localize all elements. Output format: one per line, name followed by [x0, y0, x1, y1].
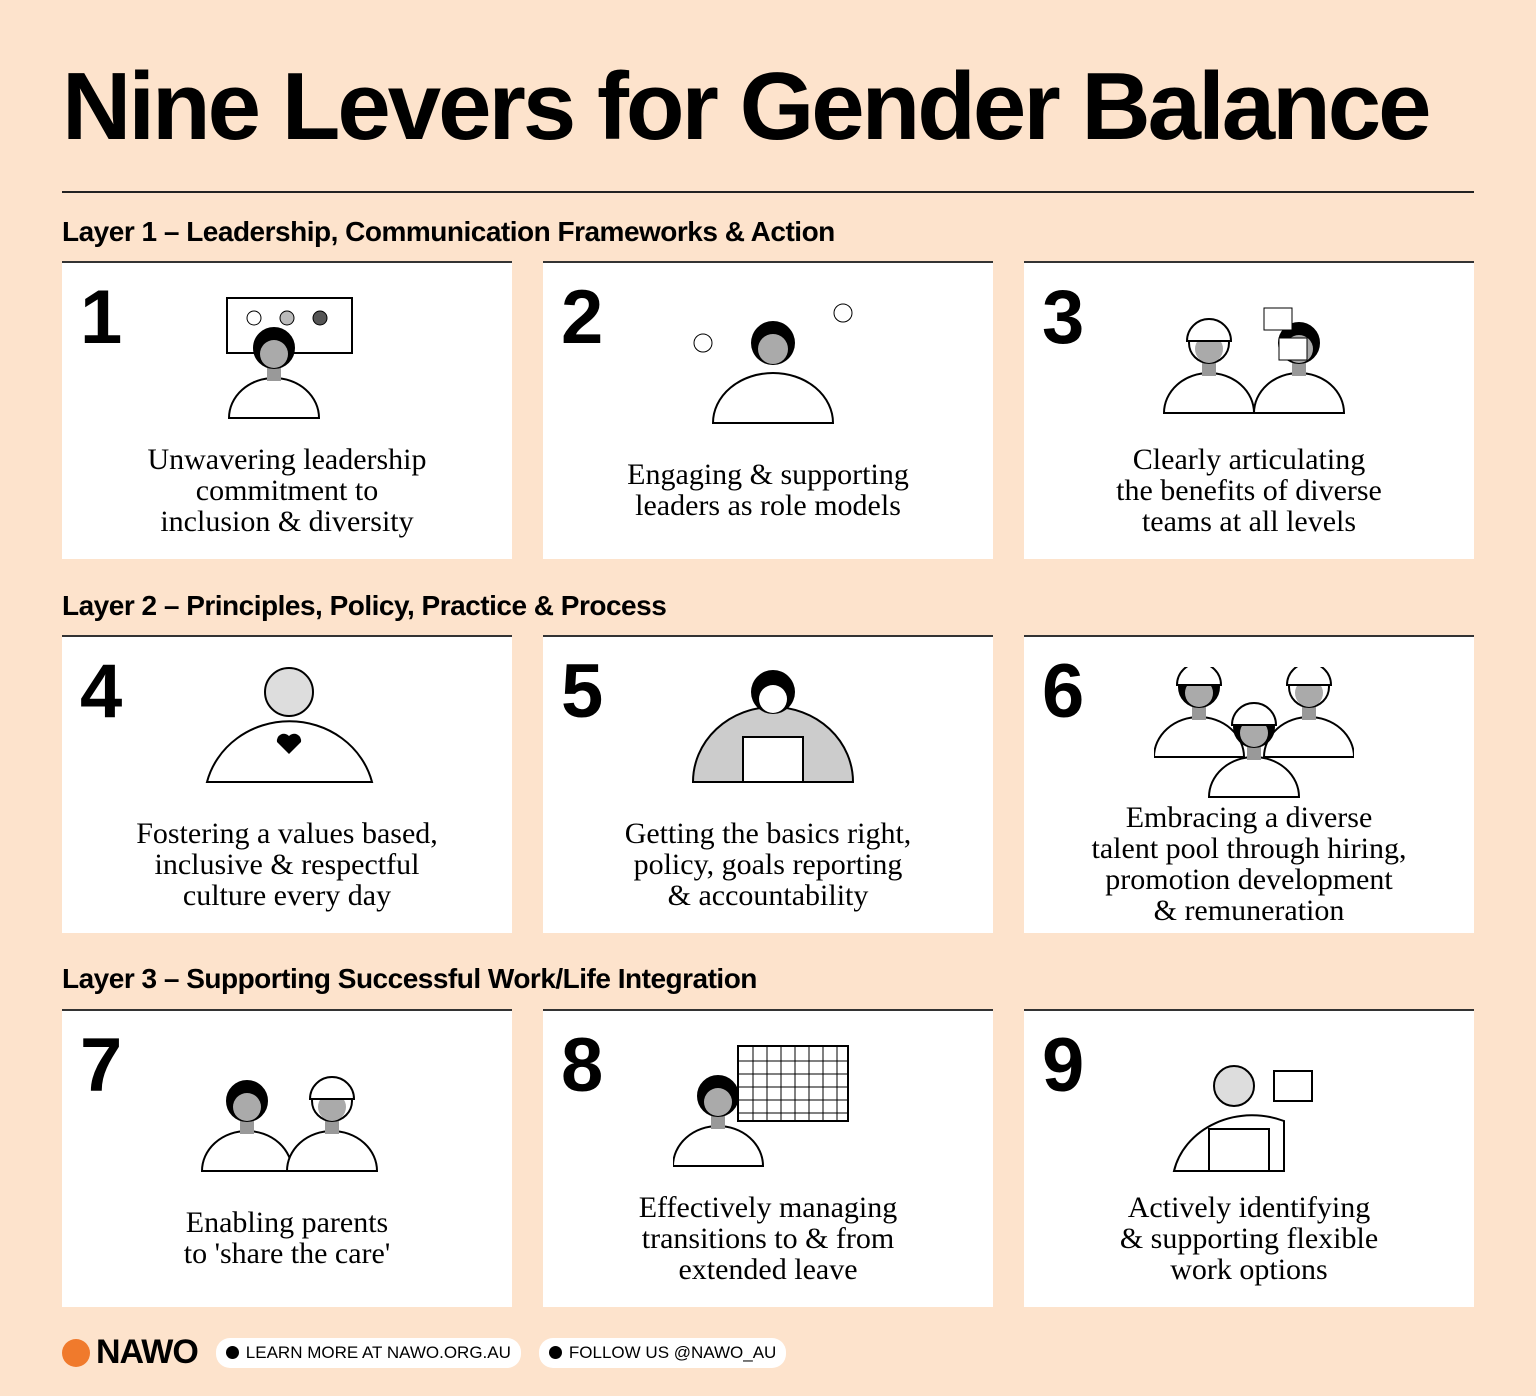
lever-card-9 [1024, 1009, 1474, 1307]
logo-text: NAWO [96, 1333, 198, 1371]
layer-1-heading: Layer 1 – Leadership, Communication Frameworks & Action [62, 216, 835, 247]
follow-text: FOLLOW US @NAWO_AU [568, 1342, 777, 1362]
nawo-logo[interactable] [62, 1333, 198, 1372]
team-hardhats-icon [1154, 667, 1354, 802]
lever-caption: Enabling parents to 'share the care' [183, 1206, 391, 1270]
parents-baby-icon [192, 1041, 392, 1176]
video-presentation-icon [192, 293, 392, 428]
heart-person-icon [192, 667, 392, 802]
lever-card-4 [62, 635, 512, 933]
layer-2-heading: Layer 2 – Principles, Policy, Practice & Process [62, 590, 667, 621]
lever-number: 6 [1042, 649, 1085, 734]
lever-card-5 [543, 635, 993, 933]
lever-caption: Unwavering leadership commitment to inclusion & diversity [147, 442, 427, 538]
bullet-icon [226, 1346, 239, 1359]
lever-caption: Engaging & supporting leaders as role models [627, 458, 909, 522]
follow-link[interactable] [539, 1338, 786, 1368]
lever-card-8 [543, 1009, 993, 1307]
lever-card-3 [1024, 261, 1474, 559]
lever-caption: Embracing a diverse talent pool through hiring, promotion development & remuneration [1091, 801, 1407, 927]
lever-number: 8 [561, 1023, 604, 1108]
lever-number: 3 [1042, 275, 1085, 360]
lever-number: 4 [80, 649, 123, 734]
learn-more-link[interactable] [216, 1338, 521, 1368]
leader-ideas-icon [673, 293, 873, 428]
bullet-icon [549, 1346, 562, 1359]
lever-card-6 [1024, 635, 1474, 933]
reading-person-icon [673, 667, 873, 802]
footer [62, 1333, 786, 1372]
lever-number: 5 [561, 649, 604, 734]
title-divider [62, 191, 1474, 193]
lever-card-1 [62, 261, 512, 559]
lever-number: 7 [80, 1023, 123, 1108]
lever-card-7 [62, 1009, 512, 1307]
conversation-icon [1154, 293, 1354, 428]
lever-caption: Effectively managing transitions to & from extended leave [638, 1190, 898, 1286]
lever-number: 2 [561, 275, 604, 360]
layer-3-heading: Layer 3 – Supporting Successful Work/Life Integration [62, 963, 757, 994]
lever-number: 9 [1042, 1023, 1085, 1108]
lever-card-2 [543, 261, 993, 559]
page-title: Nine Levers for Gender Balance [62, 53, 1429, 160]
calendar-person-icon [673, 1041, 873, 1176]
lever-caption: Fostering a values based, inclusive & respectful culture every day [136, 816, 438, 912]
lever-caption: Clearly articulating the benefits of diverse teams at all levels [1116, 442, 1382, 538]
lever-caption: Actively identifying & supporting flexible work options [1119, 1190, 1379, 1286]
lever-number: 1 [80, 275, 123, 360]
lever-caption: Getting the basics right, policy, goals reporting & accountability [624, 816, 912, 912]
nawo-logo-icon [62, 1339, 90, 1367]
remote-work-icon [1154, 1041, 1354, 1176]
learn-more-text: LEARN MORE AT NAWO.ORG.AU [245, 1342, 511, 1362]
